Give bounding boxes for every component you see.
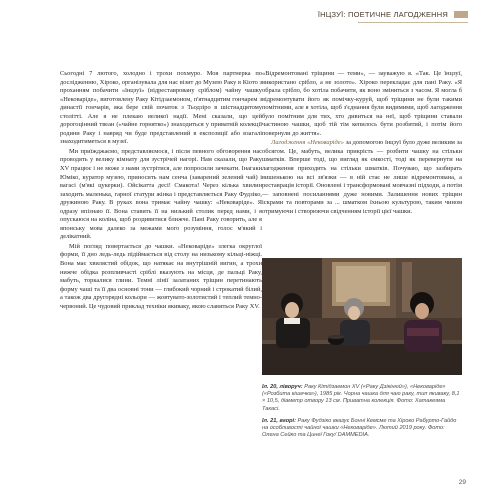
paragraph-4: «Відремонтовані тріщини — теми», — зауважую я. «Так. Це їнцзуї, використано срібло, а не золото». Хіроко перекладає для пані Раку. «Я обрала срібло, бо хотіла побачити, як воно зміниться з часом. Я могла б відремонтувати його як помічку-куруй, щоб тріщини не були такими помітними, але я хотіла, щоб з'єднання були видимими, щоб лагодження було помітним для тих, хто дивиться на неї, щоб тріщини ставали частиною чашки, щоб тій тім кепилось бути розбитий, і потім його повернули до життя». xyxy=(262,70,462,137)
page-number: 29 xyxy=(458,479,466,486)
paragraph-2: Ми приїжджаємо, представляємося, і після певного обговорення нас проводять у велику кімнату для зустрічей нагорі. Нам сказали, що Раку XV працює і не може з нами зустрітися, але попросили зачекати. Інагаки Юміко, куратор музею, приносить нам сенча (заварений зелений чай) і вагасі (м'які цукерки). Ойсікатта десі! Смакота! Через кілька хвилин заходить маленька, гарної статури жінка і представляється Раку Фудзіко, дружиною Раку. В руках вона тримає чайну чашку: «Нековаріде». Я одразу впізнаю її. Вона ставить її на низький столик перед нами, і я опускаюся на коліна, щоб роздивитися ближче. Пані Раку говорить, але я японську мова далеко за межами мого розуміння, голос м'який і делікатний. xyxy=(60,147,262,241)
emphasis-lead: Лагодження «Нековаріде» xyxy=(271,139,344,147)
paragraph-3: Мій погляд повертається до чашки. «Нековаріде» злегка округлої форми, її дно ледь-ледь підіймається від столу на низькому кільці-ніжці. Вона має хвилястий обідок, що натякає на внутрішній вигин, а трохи нижче обідка розпливчасті сріблі вказують на місця, де пальці Раку, мабуть, торкалися глини. Темні лінії залатаних тріщин перетинають форму чаші та її два основні тони — глибокий чорний і строкатий білий, а також два другорядні кольори — жовтувато-золотистий і теплий темно-червоний. Це чудовий приклад техніки якиваку, якою славиться Раку XV. xyxy=(60,242,262,310)
header-accent-bar xyxy=(454,11,468,18)
caption-2-body: Раку Фудзіко вказує Бонні Кемсме та Хіроко Рабурто-Гайдо на особливості чайної чашки «Нековаріде». Лютий 2019 року. Фото: Олена Сейко та Цинеї Гоку/ DAMMEDIA. xyxy=(262,418,457,439)
photo-illustration xyxy=(262,258,462,375)
caption-2-label: Іл. 21, вгорі: xyxy=(262,418,296,424)
running-title: ЇНЦЗУЇ: ПОЕТИЧНЕ ЛАГОДЖЕННЯ xyxy=(317,10,448,19)
paragraph-5-body: за допомогою їнцзуї було дуже великим за обсягом. Це, мабуть, велика прикрість — розбити чашку на стільки шматків. Вперше тоді, що вигляд як ємкості, тоді як перевернути на лагодження приходить на стільки шматків. Почуваю, що зазбирать вишенькою на всі зв'язки — в ній стає не лише відремонтована, а реставрація історії. Оновлені і трансформовані мовчазні підходи, а потім — заповнені посиланнями дуже новими. Залишення нових тріщин іскрами та повторами за ... шматком їхньою культурою, таким чином отримуючи і створюючи свідченням історії цієї чашки. xyxy=(262,139,463,215)
caption-1-body: Раку Кітідзаемон XV («Раку Дзікінюй»), «Нековаріде» («Розбита кішечка»), 1985 рік. Чорна чашка для чаю раку, тип якиваку, 8,1 × 10,5, діаметр отвору 13 см. Приватна колекція. Фото: Хатакеяма Такасі. xyxy=(262,384,460,412)
paragraph-1: Сьогодні 7 лютого, холодно і трохи похмуро. Моя партнерка по дослідженню, Хіроко, організувала для нас візит до Музею Раку в Кіото з проханням побачити «їнцзуї» (відреставровану сріблом) чайну чашку «Нековаріде», виготовлену Раку Кітідзаемоном, п'ятнадцятим гончарем з династії гончарів, яка бере свій початок з Тьодзіро в шістнадцятому столітті. Але я не плекаю великої надії. Мені сказали, що цей дорогоцінний твеан («чайне горнятко») знаходиться у приватній колекції родини Раку і навряд чи буде представлений в експозиції або взагалі знаходитиметься в музеї. xyxy=(60,70,262,146)
header-rule xyxy=(358,22,468,23)
caption-1-label: Іл. 20, ліворуч: xyxy=(262,384,303,390)
figure-photo xyxy=(262,258,462,375)
figure-caption-2 xyxy=(262,418,462,440)
right-text-column xyxy=(262,70,462,216)
figure-caption-1 xyxy=(262,384,462,413)
running-header xyxy=(318,10,468,19)
left-text-column xyxy=(60,70,262,311)
paragraph-5 xyxy=(262,139,462,216)
